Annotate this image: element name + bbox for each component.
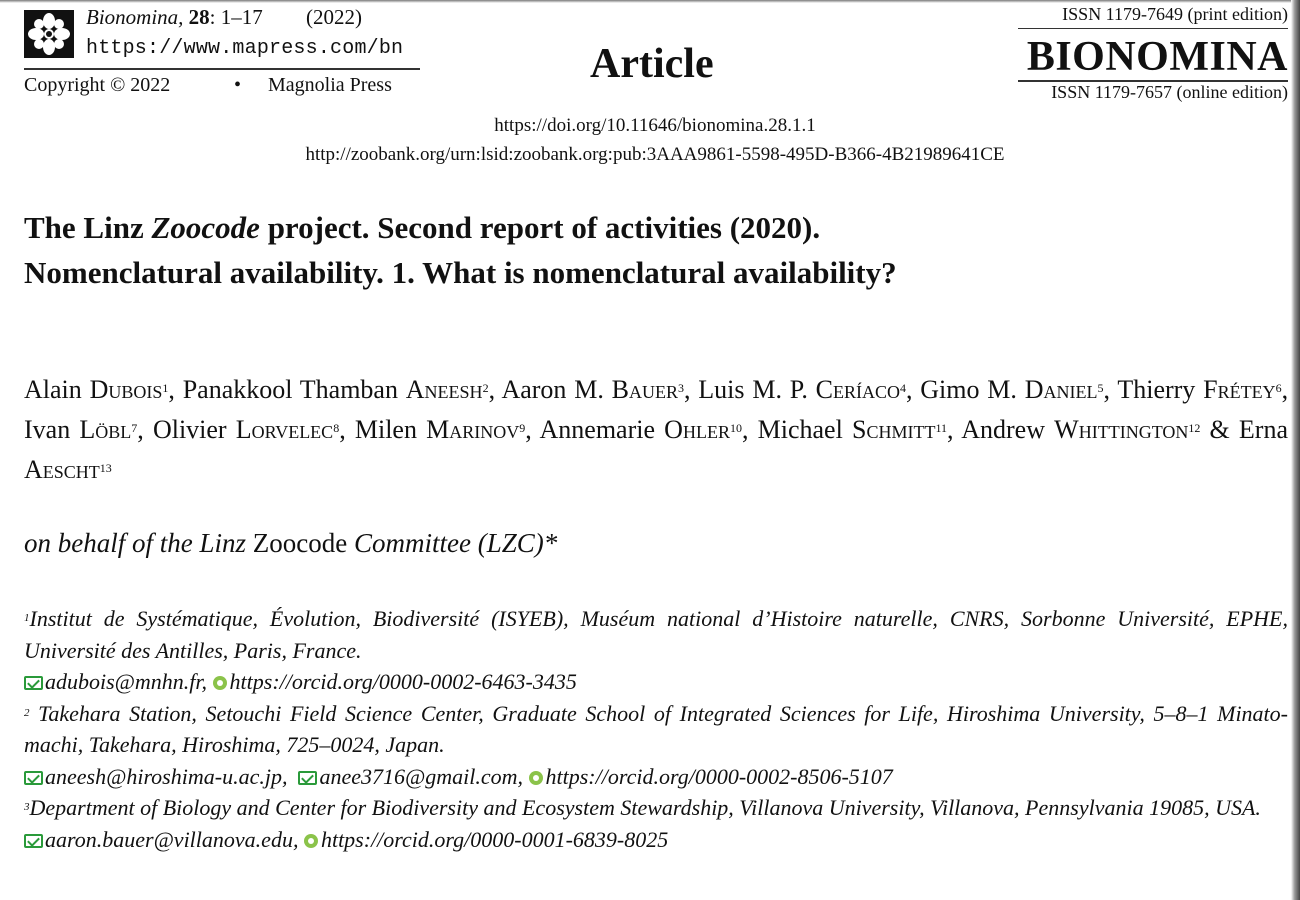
author-sep: , xyxy=(488,375,502,404)
author-affil-sup: 10 xyxy=(729,421,742,435)
affiliation-text: Department of Biology and Center for Biodiversity and Ecosystem Stewardship, Villanova University, Villanova, Pennsylvania 19085, USA. xyxy=(29,795,1261,820)
author-given: Gimo M. xyxy=(920,375,1025,404)
orcid-link[interactable]: https://orcid.org/0000-0001-6839-8025 xyxy=(320,826,669,852)
journal-masthead: BIONOMINA xyxy=(1026,34,1288,80)
email-icon xyxy=(24,834,43,848)
author-given: Ivan xyxy=(24,415,80,444)
committee-text: Committee (LZC)* xyxy=(347,528,558,558)
author-sep: , xyxy=(1103,375,1118,404)
author-affil-sup: 11 xyxy=(935,421,948,435)
author-sep: , xyxy=(1281,375,1289,404)
copyright-text: Copyright © 2022 xyxy=(24,74,171,96)
title-part: project. Second report of activities (2020). xyxy=(259,210,821,245)
author-given: Olivier xyxy=(152,415,236,444)
author-family: Frétey xyxy=(1203,375,1276,404)
author-list xyxy=(24,370,1288,490)
contact-line-1 xyxy=(24,666,1288,698)
title-line-2: Nomenclatural availability. 1. What is nomenclatural availability? xyxy=(24,255,897,290)
author-family: Ceríaco xyxy=(815,375,900,404)
affiliation-3 xyxy=(24,792,1288,824)
author-family: Whittington xyxy=(1054,415,1189,444)
author-affil-sup: 7 xyxy=(131,421,138,435)
orcid-icon xyxy=(304,834,318,848)
author-given: Michael xyxy=(757,415,852,444)
author-sep: , xyxy=(168,375,183,404)
header-rule-right-top xyxy=(1018,28,1288,29)
author-affil-sup: 1 xyxy=(162,381,169,395)
author-sep: , xyxy=(905,375,921,404)
affiliation-1 xyxy=(24,603,1288,666)
article-title xyxy=(24,205,1274,295)
issn-online: ISSN 1179-7657 (online edition) xyxy=(1051,82,1288,102)
zoobank-link[interactable]: http://zoobank.org/urn:lsid:zoobank.org:pub:3AAA9861-5598-495D-B366-4B21989641CE xyxy=(305,144,1005,165)
author-family: Aescht xyxy=(24,455,100,484)
journal-year: (2022) xyxy=(306,5,363,29)
orcid-icon xyxy=(529,771,543,785)
contact-line-3 xyxy=(24,824,1288,856)
author-given: Milen xyxy=(354,415,427,444)
orcid-link[interactable]: https://orcid.org/0000-0002-8506-5107 xyxy=(545,763,893,789)
author-sep: , xyxy=(683,375,699,404)
author-given: Panakkool Thamban xyxy=(182,375,406,404)
page-top-edge xyxy=(0,0,1300,3)
committee-line xyxy=(24,528,557,559)
author-family: Bauer xyxy=(611,375,678,404)
author-given: Annemarie xyxy=(539,415,665,444)
author-family: Löbl xyxy=(79,415,132,444)
journal-pages: : 1–17 xyxy=(209,5,263,29)
author-sep: , xyxy=(947,415,962,444)
header-rule-left xyxy=(24,68,420,70)
author-family: Ohler xyxy=(664,415,730,444)
affiliations xyxy=(24,603,1288,855)
journal-logo-icon xyxy=(24,10,74,58)
email-icon xyxy=(24,676,43,690)
title-italic: Zoocode xyxy=(151,210,260,245)
author-given: Alain xyxy=(24,375,90,404)
publisher-name: Magnolia Press xyxy=(268,74,392,96)
author-family: Daniel xyxy=(1024,375,1098,404)
orcid-icon xyxy=(213,676,227,690)
committee-text: on behalf of the Linz xyxy=(24,528,253,558)
committee-zoocode: Zoocode xyxy=(252,528,348,558)
author-affil-sup: 3 xyxy=(677,381,684,395)
email-icon xyxy=(24,771,43,785)
journal-volume: 28 xyxy=(188,5,210,29)
author-affil-sup: 2 xyxy=(482,381,489,395)
affil-sup: 1 xyxy=(24,612,30,624)
email-link[interactable]: adubois@mnhn.fr, xyxy=(45,669,208,694)
author-given: Aaron M. xyxy=(501,375,612,404)
contact-line-2 xyxy=(24,761,1288,793)
affil-sup: 2 xyxy=(24,706,30,719)
author-family: Dubois xyxy=(89,375,163,404)
author-family: Schmitt xyxy=(851,415,936,444)
journal-url-link[interactable]: https://www.mapress.com/bn xyxy=(86,37,404,60)
author-sep: , xyxy=(339,415,355,444)
author-given: Luis M. P. xyxy=(698,375,816,404)
journal-citation xyxy=(86,5,362,30)
author-affil-sup: 4 xyxy=(899,381,906,395)
email-icon xyxy=(298,771,317,785)
author-given: Andrew xyxy=(961,415,1055,444)
author-family: Lorvelec xyxy=(235,415,334,444)
affiliation-text: Takehara Station, Setouchi Field Science Center, Graduate School of Integrated Sciences for Life, Hiroshima University, 5–8–1 Minato-machi, Takehara, Hiroshima, 725–0024, Japan. xyxy=(24,700,1288,757)
orcid-link[interactable]: https://orcid.org/0000-0002-6463-3435 xyxy=(229,669,577,694)
bullet-separator: • xyxy=(234,74,242,96)
email-link[interactable]: aaron.bauer@villanova.edu, xyxy=(45,826,299,852)
issn-print: ISSN 1179-7649 (print edition) xyxy=(1062,4,1288,24)
journal-name: Bionomina, xyxy=(86,5,184,29)
author-affil-sup: 8 xyxy=(333,421,340,435)
author-affil-sup: 5 xyxy=(1097,381,1104,395)
title-part: The Linz xyxy=(24,210,152,245)
author-affil-sup: 12 xyxy=(1188,421,1201,435)
email-link[interactable]: anee3716@gmail.com, xyxy=(319,763,523,789)
author-given: Erna xyxy=(1238,415,1289,444)
affiliation-text: Institut de Systématique, Évolution, Biodiversité (ISYEB), Muséum national d’Histoire naturelle, CNRS, Sorbonne Université, EPHE, Université des Antilles, Paris, France. xyxy=(24,606,1288,663)
affiliation-2 xyxy=(24,698,1288,761)
affil-sup: 3 xyxy=(24,801,30,813)
article-type-heading: Article xyxy=(590,41,714,87)
author-given: Thierry xyxy=(1117,375,1204,404)
author-affil-sup: 6 xyxy=(1275,381,1282,395)
author-sep: , xyxy=(741,415,758,444)
author-affil-sup: 9 xyxy=(519,421,526,435)
author-sep: , xyxy=(137,415,153,444)
email-link[interactable]: aneesh@hiroshima-u.ac.jp, xyxy=(45,763,288,789)
doi-link[interactable]: https://doi.org/10.11646/bionomina.28.1.1 xyxy=(494,115,816,136)
author-sep: , xyxy=(525,415,540,444)
author-affil-sup: 13 xyxy=(99,461,112,475)
author-sep: & xyxy=(1200,415,1239,444)
author-family: Marinov xyxy=(426,415,520,444)
author-family: Aneesh xyxy=(405,375,483,404)
